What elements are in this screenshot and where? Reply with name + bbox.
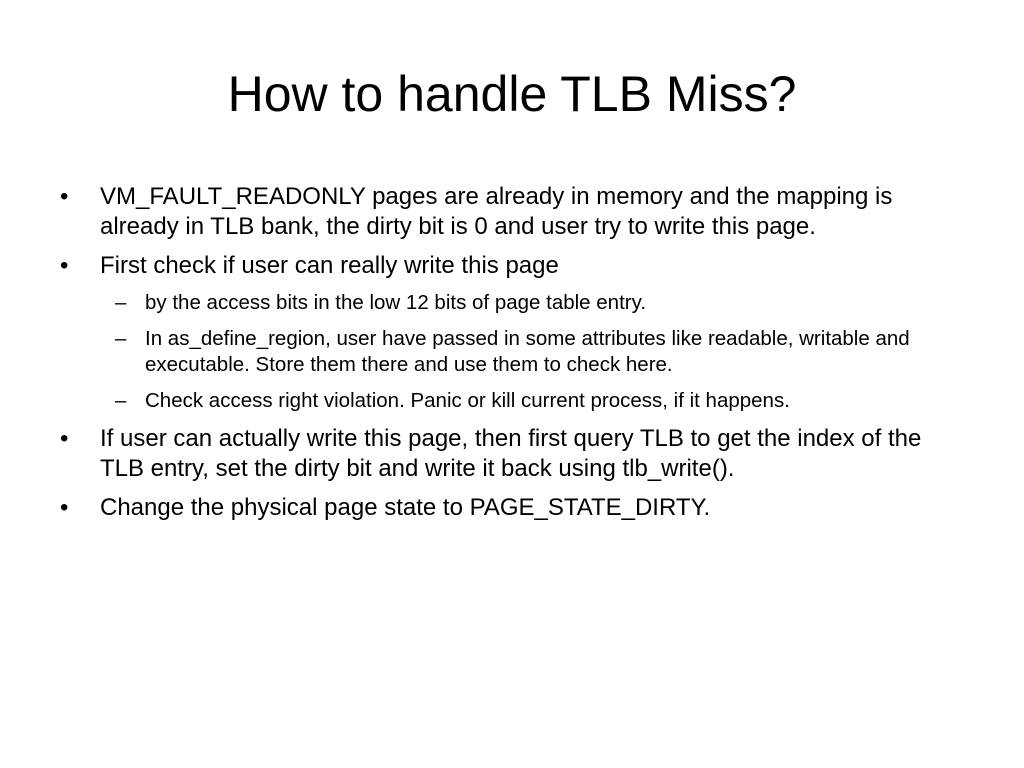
bullet-item [58, 424, 958, 484]
bullet-icon: • [60, 494, 69, 521]
sub-bullet-item [58, 388, 958, 414]
dash-icon: – [115, 291, 127, 314]
dash-icon: – [115, 327, 127, 350]
bullet-icon: • [60, 183, 69, 210]
dash-icon: – [115, 389, 127, 412]
bullet-item [58, 251, 958, 281]
sub-bullet-item [58, 326, 958, 378]
sub-bullet-item [58, 290, 958, 316]
sub-bullet-text: Check access right violation. Panic or kill current process, if it happens. [145, 389, 790, 412]
bullet-icon: • [60, 425, 69, 452]
sub-bullet-text: by the access bits in the low 12 bits of page table entry. [145, 291, 647, 314]
bullet-item [58, 182, 958, 242]
bullet-text: Change the physical page state to PAGE_STATE_DIRTY. [100, 494, 711, 521]
bullet-item [58, 493, 958, 523]
slide-content [58, 182, 958, 532]
sub-bullet-text: In as_define_region, user have passed in some attributes like readable, writable and executable. Store them there and use them to check here. [145, 327, 910, 376]
bullet-text: If user can actually write this page, then first query TLB to get the index of the TLB entry, set the dirty bit and write it back using tlb_write(). [100, 425, 922, 482]
sub-bullet-list [58, 290, 958, 414]
bullet-text: First check if user can really write this page [100, 252, 559, 279]
bullet-icon: • [60, 252, 69, 279]
bullet-text: VM_FAULT_READONLY pages are already in memory and the mapping is already in TLB bank, the dirty bit is 0 and user try to write this page. [100, 183, 893, 240]
slide-title: How to handle TLB Miss? [227, 66, 797, 122]
